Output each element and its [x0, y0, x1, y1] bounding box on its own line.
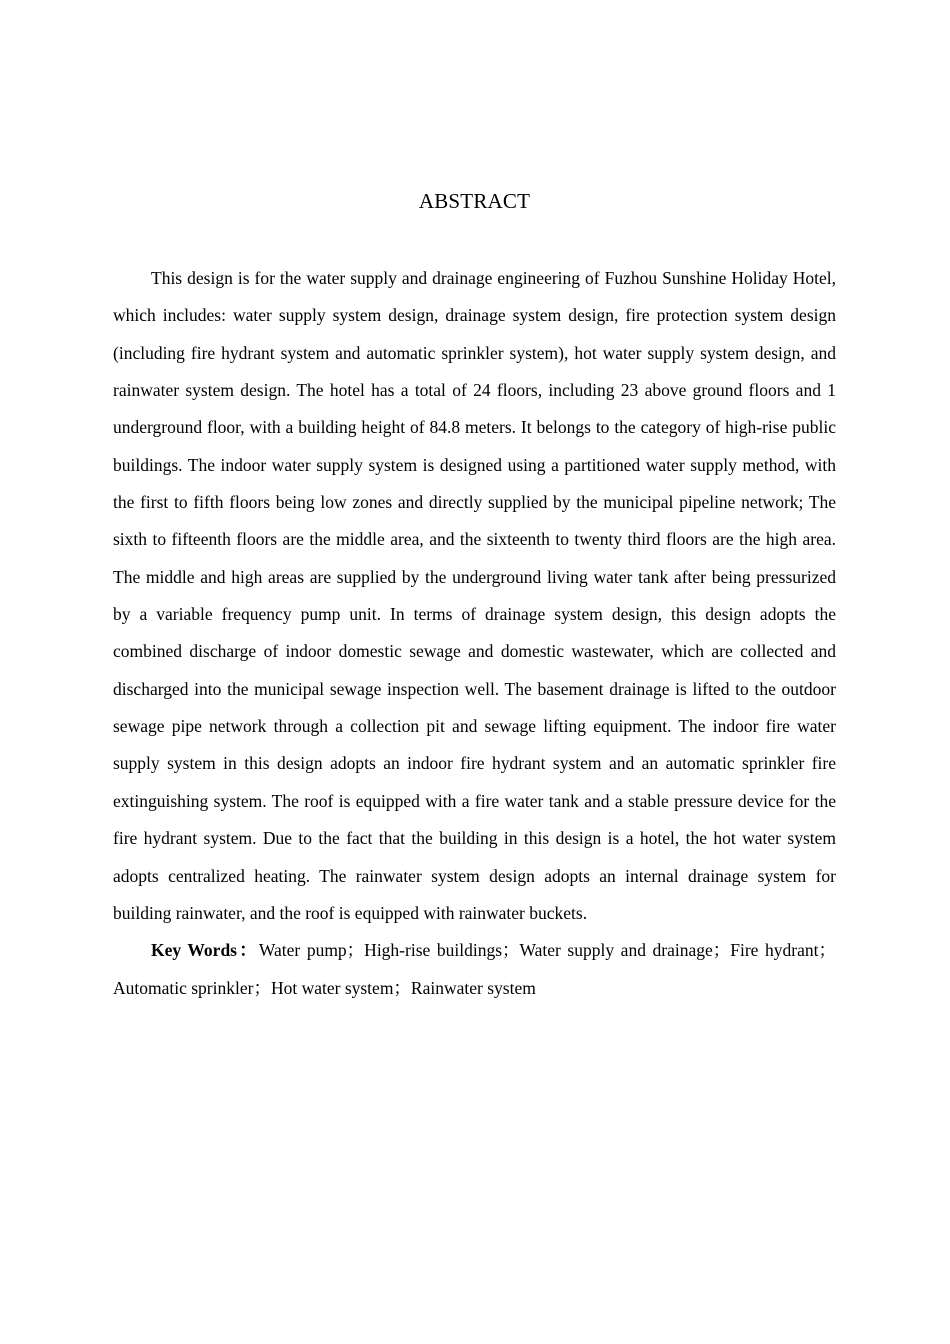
keywords-label: Key Words [151, 940, 237, 961]
abstract-title: ABSTRACT [418, 189, 531, 213]
keywords-separator: ： [237, 940, 259, 961]
keywords-paragraph [113, 932, 836, 1007]
document-page [113, 186, 836, 1007]
keywords-list: Water pump；High-rise buildings；Water supply and drainage；Fire hydrant；Automatic sprinkler；Hot water system；Rainwater system [113, 940, 836, 998]
abstract-body: This design is for the water supply and drainage engineering of Fuzhou Sunshine Holiday Hotel, which includes: water supply system design, drainage system design, fire protection system design (including fire hydrant system and automatic sprinkler system), hot water supply system design, and rainwater system design. The hotel has a total of 24 floors, including 23 above ground floors and 1 underground floor, with a building height of 84.8 meters. It belongs to the category of high-rise public buildings. The indoor water supply system is designed using a partitioned water supply method, with the first to fifth floors being low zones and directly supplied by the municipal pipeline network; The sixth to fifteenth floors are the middle area, and the sixteenth to twenty third floors are the high area. The middle and high areas are supplied by the underground living water tank after being pressurized by a variable frequency pump unit. In terms of drainage system design, this design adopts the combined discharge of indoor domestic sewage and domestic wastewater, which are collected and discharged into the municipal sewage inspection well. The basement drainage is lifted to the outdoor sewage pipe network through a collection pit and sewage lifting equipment. The indoor fire water supply system in this design adopts an indoor fire hydrant system and an automatic sprinkler fire extinguishing system. The roof is equipped with a fire water tank and a stable pressure device for the fire hydrant system. Due to the fact that the building in this design is a hotel, the hot water system adopts centralized heating. The rainwater system design adopts an internal drainage system for building rainwater, and the roof is equipped with rainwater buckets. [113, 268, 836, 923]
